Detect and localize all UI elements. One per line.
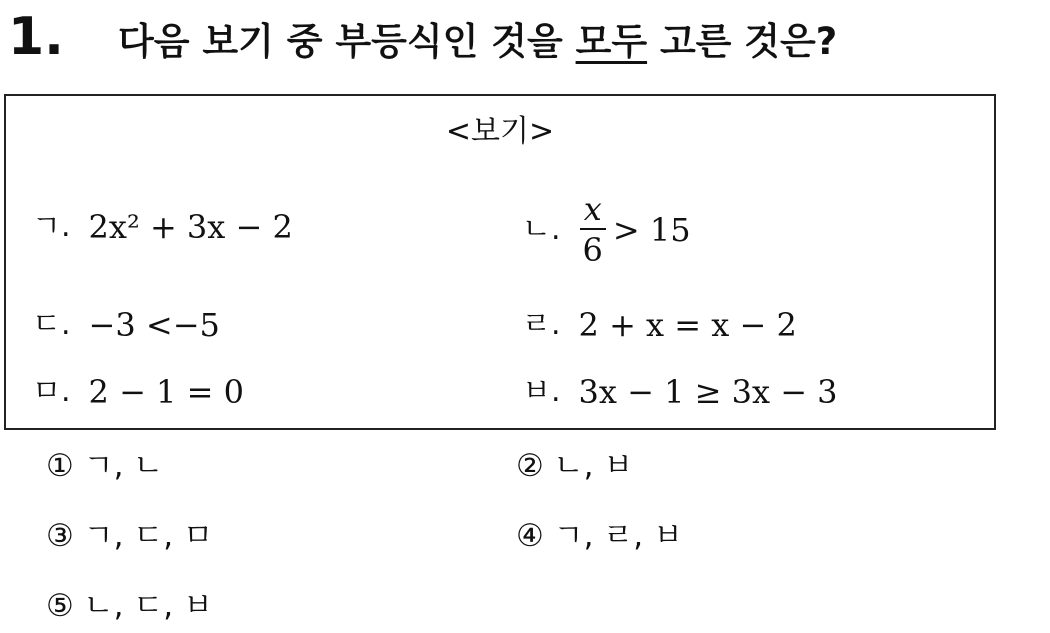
example-item-label: ㄱ. [32,209,71,244]
answer-choice-1[interactable]: ① ㄱ, ㄴ [46,448,164,484]
question-number: 1. [8,7,64,67]
example-item-expression: 2x² + 3x − 2 [88,208,293,246]
example-item-expression: 2 − 1 = 0 [88,373,244,411]
example-item-expression: 3x − 1 ≥ 3x − 3 [578,373,838,411]
example-box-title: <보기> [445,114,555,149]
answer-choice-2[interactable]: ② ㄴ, ㅂ [516,448,634,484]
example-item-expression: > 15 [612,211,691,249]
example-item-label: ㄷ. [32,307,71,342]
answer-choice-4[interactable]: ④ ㄱ, ㄹ, ㅂ [516,518,683,554]
example-item-label: ㄹ. [522,307,561,342]
example-item-d [522,305,797,345]
example-item-c [32,305,220,345]
question-text [118,12,837,72]
example-item-expression: 2 + x = x − 2 [578,306,797,344]
question-underlined-word: 모두 [575,20,648,63]
example-item-f [522,372,838,412]
question-text-after: 고른 것은? [647,20,838,63]
question-text-before: 다음 보기 중 부등식인 것을 [118,20,576,63]
example-box [4,94,996,430]
example-item-expression: −3 <−5 [88,306,220,344]
example-item-label: ㄴ. [522,212,561,247]
example-item-e [32,372,244,412]
example-item-a [32,207,293,247]
example-item-label: ㅁ. [32,374,71,409]
answer-choice-3[interactable]: ③ ㄱ, ㄷ, ㅁ [46,518,213,554]
fraction [579,190,607,270]
fraction-numerator: x [580,190,606,230]
fraction-denominator: 6 [582,231,603,269]
answer-choice-5[interactable]: ⑤ ㄴ, ㄷ, ㅂ [46,588,213,624]
example-item-b [522,190,691,270]
example-item-label: ㅂ. [522,374,561,409]
